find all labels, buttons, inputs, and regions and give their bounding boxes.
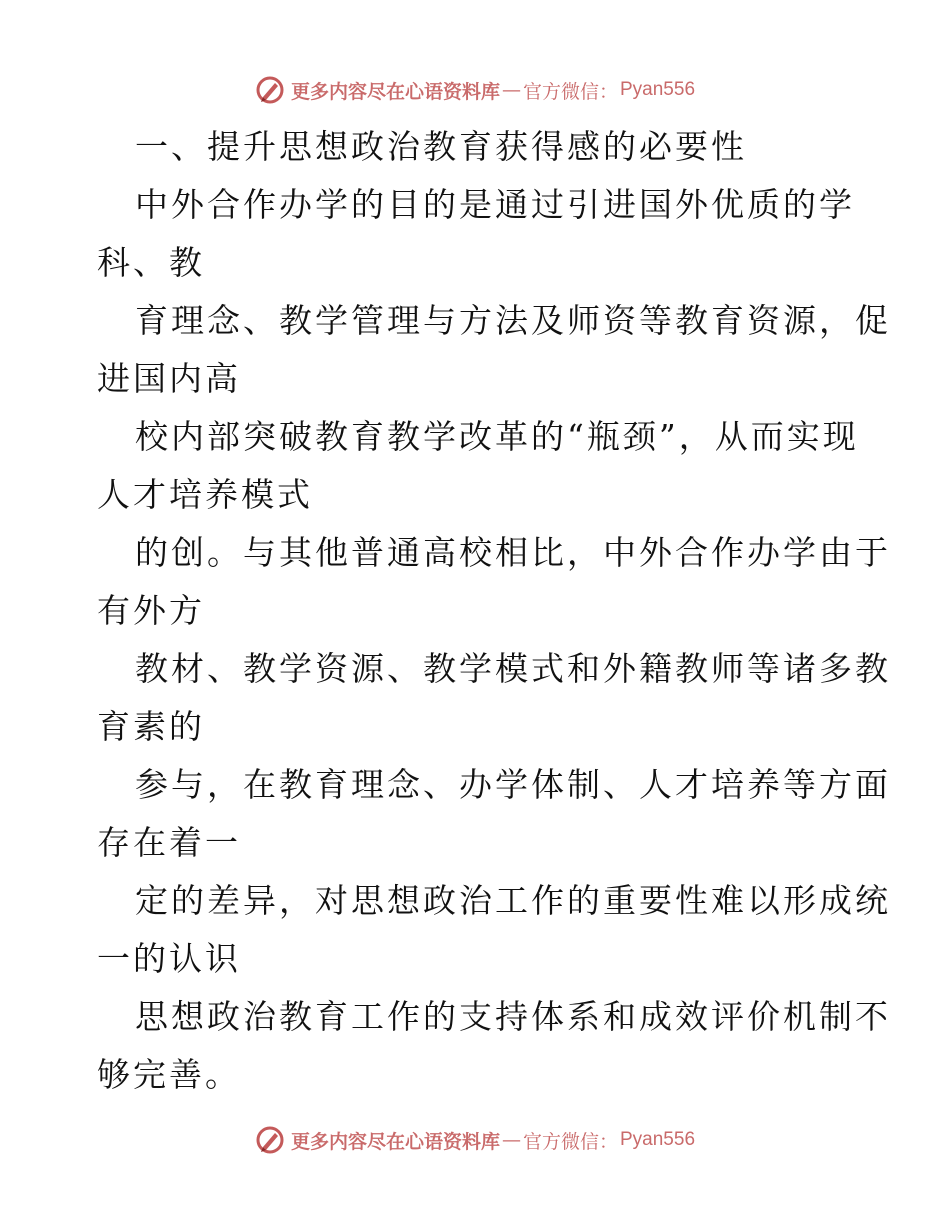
paragraph-line: 教材、教学资源、教学模式和外籍教师等诸多教: [135, 649, 891, 688]
watermark-site-text: 更多内容尽在心语资料库: [290, 80, 500, 103]
paragraph-line: 的创。与其他普通高校相比，中外合作办学由于: [135, 533, 891, 572]
paragraph-line: 科、教: [97, 243, 205, 282]
footer-watermark: [0, 1120, 950, 1160]
paragraph-line: 有外方: [97, 591, 205, 630]
watermark-wechat-id: Pyan556: [620, 1129, 696, 1150]
watermark-wechat-id: Pyan556: [620, 79, 696, 100]
paragraph-line: 思想政治教育工作的支持体系和成效评价机制不: [135, 997, 891, 1036]
paragraph-line: 参与，在教育理念、办学体制、人才培养等方面: [135, 765, 891, 804]
paragraph-line: 中外合作办学的目的是通过引进国外优质的学: [135, 185, 855, 224]
paragraph-line: 育理念、教学管理与方法及师资等教育资源，促: [135, 301, 891, 340]
document-body: [97, 118, 891, 1104]
section-heading: 一、提升思想政治教育获得感的必要性: [135, 127, 747, 166]
pen-logo-icon: [255, 1125, 285, 1155]
paragraph-line: 存在着一: [97, 823, 241, 862]
header-watermark: [0, 70, 950, 110]
paragraph-line: 人才培养模式: [97, 475, 313, 514]
paragraph-line: 定的差异，对思想政治工作的重要性难以形成统: [135, 881, 891, 920]
paragraph-line: 够完善。: [97, 1055, 241, 1094]
paragraph-line: 校内部突破教育教学改革的“瓶颈”，从而实现: [135, 417, 859, 456]
watermark-dash: —: [501, 1129, 521, 1151]
paragraph-line: 一的认识: [97, 939, 241, 978]
watermark-wechat-label: 官方微信：: [522, 1130, 618, 1153]
paragraph-line: 育素的: [97, 707, 205, 746]
pen-logo-icon: [255, 75, 285, 105]
watermark-site-text: 更多内容尽在心语资料库: [290, 1130, 500, 1153]
paragraph-line: 进国内高: [97, 359, 241, 398]
watermark-dash: —: [501, 79, 521, 101]
watermark-wechat-label: 官方微信：: [522, 80, 618, 103]
